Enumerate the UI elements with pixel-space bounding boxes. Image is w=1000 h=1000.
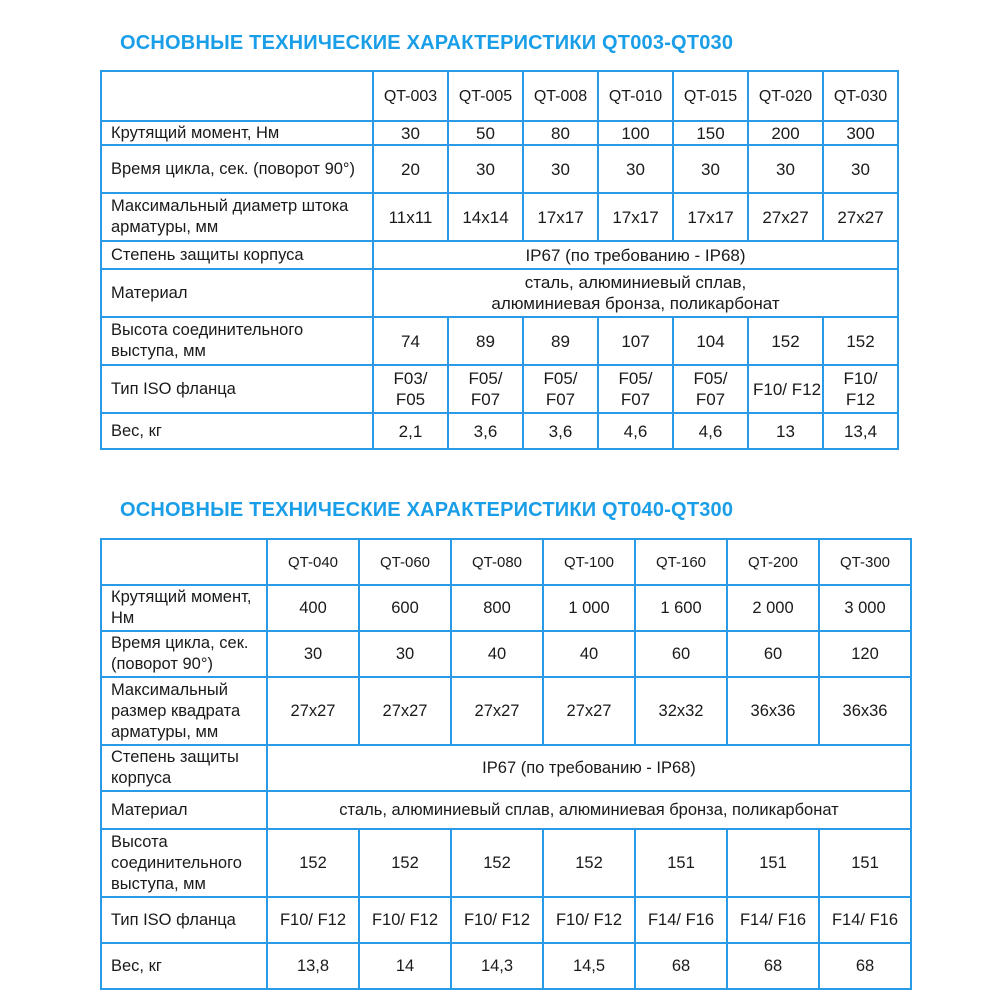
value-cell: 200 (748, 121, 823, 145)
value-cell: 4,6 (673, 413, 748, 449)
model-header: QT-015 (673, 71, 748, 121)
value-cell: 800 (451, 585, 543, 631)
row-label-torque: Крутящий момент, Нм (101, 585, 267, 631)
row-label-weight: Вес, кг (101, 943, 267, 989)
row-label-connection-height: Высота соединительного выступа, мм (101, 829, 267, 897)
merged-value-cell: IP67 (по требованию - IP68) (373, 241, 898, 269)
value-cell: 150 (673, 121, 748, 145)
model-header: QT-080 (451, 539, 543, 585)
value-cell: F10/ F12 (543, 897, 635, 943)
value-cell: 20 (373, 145, 448, 193)
value-cell: 50 (448, 121, 523, 145)
value-cell: 89 (448, 317, 523, 365)
value-cell: 151 (727, 829, 819, 897)
value-cell: F14/ F16 (819, 897, 911, 943)
value-cell: F05/ F07 (673, 365, 748, 413)
value-cell: 40 (451, 631, 543, 677)
model-header: QT-160 (635, 539, 727, 585)
row-label-material: Материал (101, 791, 267, 829)
value-cell: 27x27 (823, 193, 898, 241)
value-cell: F10/ F12 (823, 365, 898, 413)
model-header: QT-060 (359, 539, 451, 585)
value-cell: 30 (359, 631, 451, 677)
model-header: QT-010 (598, 71, 673, 121)
row-label-cycle-time: Время цикла, сек. (поворот 90°) (101, 631, 267, 677)
value-cell: F10/ F12 (267, 897, 359, 943)
value-cell: 13 (748, 413, 823, 449)
row-label-iso-flange: Тип ISO фланца (101, 897, 267, 943)
row-label-square-size: Максимальный размер квадрата арматуры, мм (101, 677, 267, 745)
value-cell: 152 (267, 829, 359, 897)
value-cell: 89 (523, 317, 598, 365)
model-header: QT-003 (373, 71, 448, 121)
value-cell: 40 (543, 631, 635, 677)
value-cell: 100 (598, 121, 673, 145)
row-label-iso-flange: Тип ISO фланца (101, 365, 373, 413)
value-cell: 3,6 (523, 413, 598, 449)
value-cell: 152 (748, 317, 823, 365)
model-header: QT-300 (819, 539, 911, 585)
value-cell: 13,4 (823, 413, 898, 449)
value-cell: 151 (635, 829, 727, 897)
value-cell: 68 (819, 943, 911, 989)
value-cell: 60 (635, 631, 727, 677)
value-cell: 1 600 (635, 585, 727, 631)
value-cell: 14,3 (451, 943, 543, 989)
value-cell: 27x27 (543, 677, 635, 745)
row-label-stem-diameter: Максимальный диаметр штока арматуры, мм (101, 193, 373, 241)
table2-title: ОСНОВНЫЕ ТЕХНИЧЕСКИЕ ХАРАКТЕРИСТИКИ QT040-QT300 (120, 499, 734, 521)
value-cell: 30 (373, 121, 448, 145)
value-cell: 27x27 (359, 677, 451, 745)
merged-value-cell: сталь, алюминиевый сплав, алюминиевая бронза, поликарбонат (267, 791, 911, 829)
row-label-weight: Вес, кг (101, 413, 373, 449)
value-cell: 300 (823, 121, 898, 145)
value-cell: 14 (359, 943, 451, 989)
row-label-protection: Степень защиты корпуса (101, 745, 267, 791)
value-cell: 68 (635, 943, 727, 989)
value-cell: 32x32 (635, 677, 727, 745)
value-cell: 400 (267, 585, 359, 631)
value-cell: 3,6 (448, 413, 523, 449)
value-cell: 11x11 (373, 193, 448, 241)
value-cell: 60 (727, 631, 819, 677)
model-header: QT-008 (523, 71, 598, 121)
value-cell: 17x17 (598, 193, 673, 241)
merged-value-cell: сталь, алюминиевый сплав, алюминиевая бронза, поликарбонат (373, 269, 898, 317)
value-cell: 27x27 (267, 677, 359, 745)
header-empty-cell (101, 71, 373, 121)
model-header: QT-030 (823, 71, 898, 121)
model-header: QT-200 (727, 539, 819, 585)
value-cell: 13,8 (267, 943, 359, 989)
model-header: QT-005 (448, 71, 523, 121)
value-cell: 14x14 (448, 193, 523, 241)
value-cell: F03/ F05 (373, 365, 448, 413)
value-cell: 2,1 (373, 413, 448, 449)
value-cell: 152 (451, 829, 543, 897)
row-label-protection: Степень защиты корпуса (101, 241, 373, 269)
value-cell: 600 (359, 585, 451, 631)
model-header: QT-100 (543, 539, 635, 585)
row-label-cycle-time: Время цикла, сек. (поворот 90°) (101, 145, 373, 193)
value-cell: 4,6 (598, 413, 673, 449)
value-cell: F14/ F16 (635, 897, 727, 943)
row-label-connection-height: Высота соединительного выступа, мм (101, 317, 373, 365)
value-cell: 27x27 (748, 193, 823, 241)
value-cell: 3 000 (819, 585, 911, 631)
model-header: QT-040 (267, 539, 359, 585)
value-cell: F10/ F12 (451, 897, 543, 943)
value-cell: 17x17 (523, 193, 598, 241)
value-cell: 30 (823, 145, 898, 193)
table1-title: ОСНОВНЫЕ ТЕХНИЧЕСКИЕ ХАРАКТЕРИСТИКИ QT003-QT030 (120, 32, 734, 54)
value-cell: F05/ F07 (598, 365, 673, 413)
row-label-material: Материал (101, 269, 373, 317)
value-cell: 30 (448, 145, 523, 193)
spec-table-qt040-qt300 (100, 538, 912, 990)
value-cell: 17x17 (673, 193, 748, 241)
value-cell: 30 (598, 145, 673, 193)
row-label-torque: Крутящий момент, Нм (101, 121, 373, 145)
value-cell: 107 (598, 317, 673, 365)
value-cell: 30 (523, 145, 598, 193)
value-cell: 120 (819, 631, 911, 677)
value-cell: 152 (543, 829, 635, 897)
value-cell: 36x36 (727, 677, 819, 745)
header-empty-cell (101, 539, 267, 585)
spec-table-qt003-qt030 (100, 70, 899, 450)
merged-value-cell: IP67 (по требованию - IP68) (267, 745, 911, 791)
value-cell: 74 (373, 317, 448, 365)
value-cell: 14,5 (543, 943, 635, 989)
value-cell: 2 000 (727, 585, 819, 631)
value-cell: F05/ F07 (448, 365, 523, 413)
value-cell: F10/ F12 (748, 365, 823, 413)
value-cell: 1 000 (543, 585, 635, 631)
value-cell: 30 (267, 631, 359, 677)
model-header: QT-020 (748, 71, 823, 121)
value-cell: F05/ F07 (523, 365, 598, 413)
value-cell: 36x36 (819, 677, 911, 745)
value-cell: 152 (359, 829, 451, 897)
value-cell: 152 (823, 317, 898, 365)
value-cell: 27x27 (451, 677, 543, 745)
value-cell: 30 (748, 145, 823, 193)
value-cell: 68 (727, 943, 819, 989)
value-cell: F14/ F16 (727, 897, 819, 943)
value-cell: F10/ F12 (359, 897, 451, 943)
value-cell: 30 (673, 145, 748, 193)
value-cell: 104 (673, 317, 748, 365)
value-cell: 80 (523, 121, 598, 145)
value-cell: 151 (819, 829, 911, 897)
